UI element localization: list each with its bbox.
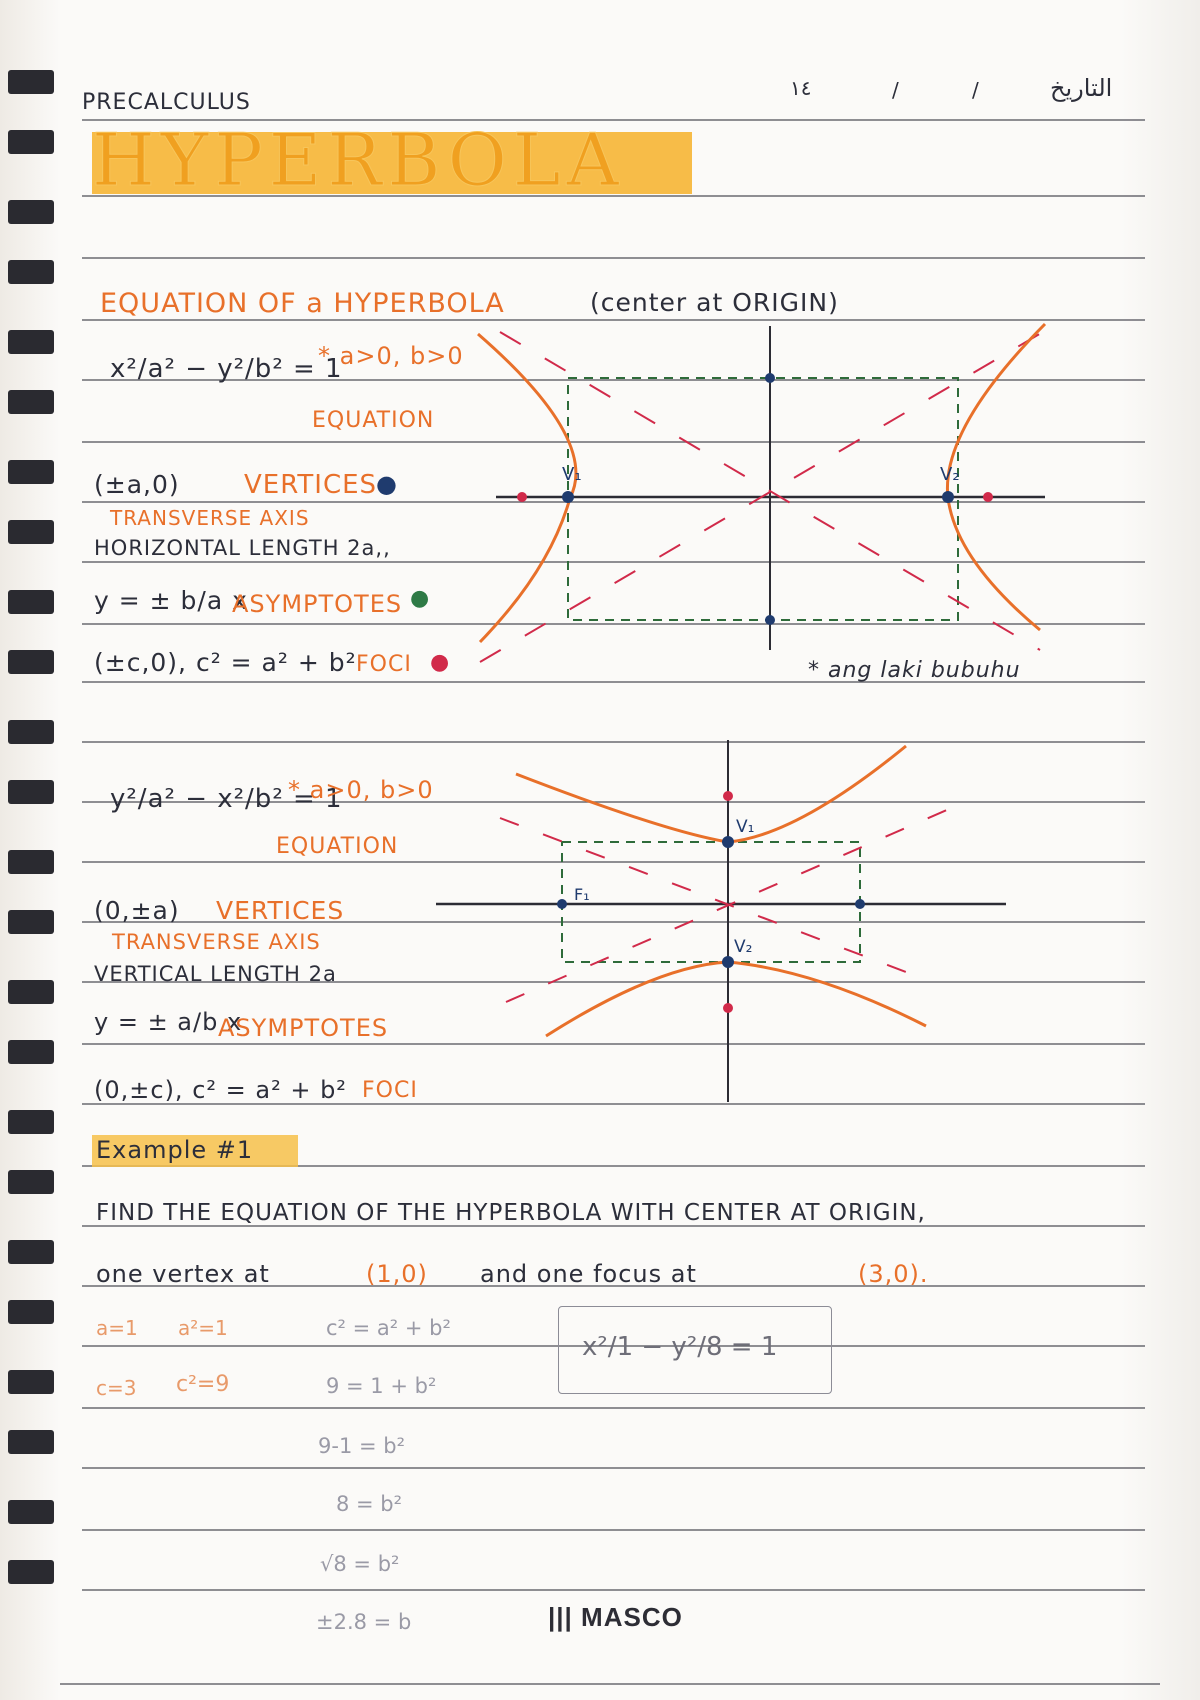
section1-heading-paren: (center at ORIGIN) [590,288,839,317]
section2-asymptotes-eq: y = ± a/b x [94,1008,243,1036]
example-vertex-point: (1,0) [366,1260,428,1288]
section2-vertices-label: VERTICES [216,896,345,925]
focus-dot-legend-icon: ● [430,650,450,675]
work-a2: a²=1 [178,1316,228,1340]
section1-asymptotes-label: ASYMPTOTES [232,590,403,618]
section1-asymptotes-eq: y = ± b/a x [94,586,248,615]
step-6: ±2.8 = b [316,1610,412,1634]
diagram2-v2-label: V₂ [734,937,753,957]
section1-heading: EQUATION OF a HYPERBOLA [100,288,505,319]
section1-equation-label: EQUATION [312,408,435,433]
vertex-dot-legend-icon: ● [376,470,397,498]
section1-equation: x²/a² − y²/b² = 1 [110,354,343,384]
spiral-binding [0,60,70,1660]
date-sep-2: / [972,78,979,102]
diagram1-v2-label: V₂ [940,464,960,485]
brand-icon: ||| [548,1602,582,1632]
work-c2: c²=9 [176,1372,230,1397]
section2-asymptotes-label: ASYMPTOTES [218,1014,389,1042]
diagram2-v1-label: V₁ [736,817,755,837]
example-problem-line1: FIND THE EQUATION OF THE HYPERBOLA WITH CENTER AT ORIGIN, [96,1200,926,1226]
example-focus-point: (3,0). [858,1260,929,1288]
section2-equation-label: EQUATION [276,834,399,859]
asymptote-dot-legend-icon: ● [410,586,430,611]
section1-vertices-label: VERTICES [244,470,378,500]
step-1: c² = a² + b² [326,1316,451,1340]
example-label: Example #1 [96,1136,254,1164]
section1-foci-coord: (±c,0), c² = a² + b² [94,648,357,677]
diagram2-focus-label: F₁ [574,885,590,904]
step-3: 9-1 = b² [318,1434,405,1458]
section1-condition: * a>0, b>0 [318,342,464,370]
section2-vertices-coord: (0,±a) [94,896,180,925]
step-4: 8 = b² [336,1492,403,1516]
example-problem-line2a: one vertex at [96,1260,270,1288]
subject-label: PRECALCULUS [82,90,251,115]
step-2: 9 = 1 + b² [326,1374,437,1398]
section1-transverse-label: TRANSVERSE AXIS [110,506,310,530]
example-answer: x²/1 − y²/8 = 1 [582,1332,778,1362]
page-title: HYPERBOLA [92,118,625,202]
step-5: √8 = b² [320,1552,400,1576]
section2-foci-label: FOCI [362,1078,418,1103]
section2-foci-coord: (0,±c), c² = a² + b² [94,1076,347,1104]
section2-transverse-label: TRANSVERSE AXIS [112,930,321,954]
date-year: ١٤ [790,76,812,100]
section1-note: * ang laki bubuhu [808,658,1021,683]
vertical-hyperbola-diagram [436,740,1036,1110]
date-sep-1: / [892,78,899,102]
date-label: التاريخ [1050,74,1113,102]
brand-logo [548,1602,683,1633]
section1-foci-label: FOCI [356,652,412,677]
section1-transverse-desc: HORIZONTAL LENGTH 2a,, [94,536,391,560]
brand-name: MASCO [581,1602,683,1632]
work-a1: a=1 [96,1316,138,1340]
example-problem-line2b: and one focus at [480,1260,697,1288]
section2-equation: y²/a² − x²/b² = 1 [110,784,343,814]
work-c1: c=3 [96,1376,137,1400]
diagram1-v1-label: V₁ [562,464,582,485]
section1-vertices-coord: (±a,0) [94,470,180,499]
horizontal-hyperbola-diagram [460,310,1060,670]
section2-condition: * a>0, b>0 [288,776,434,804]
section2-transverse-desc: VERTICAL LENGTH 2a [94,962,337,986]
